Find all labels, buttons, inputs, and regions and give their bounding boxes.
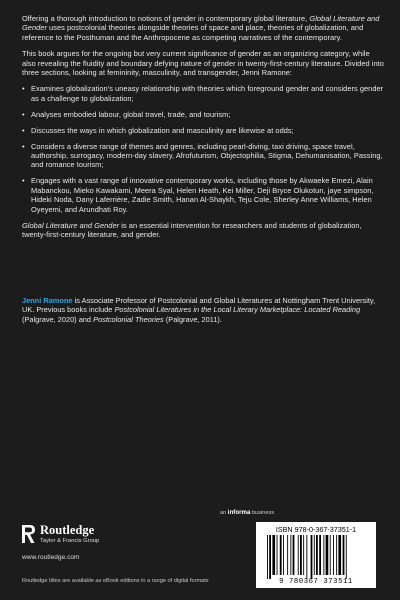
feature-item: • Examines globalization’s uneasy relationship with theories which foreground gender and considers gender as a challenge to globalization; [22,84,384,103]
publisher-brand: Routledge [40,523,95,537]
barcode-bar [290,535,291,575]
closing-text: is an essential intervention for researchers and students of globalization, twenty-first-century literature, and gender. [22,220,362,240]
publisher-website[interactable]: www.routledge.com [22,554,80,561]
barcode-bar [280,535,282,575]
barcode-bar [298,535,299,575]
ebook-note: Routledge titles are available as eBook editions in a range of digital formats [22,578,209,584]
author-bio-text: (Palgrave, 2011). [163,314,222,324]
feature-item: • Discusses the ways in which globalization and masculinity are likewise at odds; [22,126,384,135]
barcode-bar [311,535,313,579]
isbn-label: ISBN 978-0-367-37351-1 [275,525,357,534]
feature-item: • Considers a diverse range of themes and genres, including pearl-diving, taxi driving, space travel, authorship, surrogacy, modern-day slavery, Afrofuturism, Objectophilia, Stigma, Dehumanisation, Passing, and romance tourism; [22,142,384,170]
feature-item: • Engages with a vast range of innovative contemporary works, including those by Akwaeke Emezi, Alain Mabanckou, Mieko Kawakami, Meera Syal, Helen Heath, Kei Miller, Deji Bryce Olukotun, jaye simpson, Hideki Noda, Dany Laferrière, Zadie Smith, Hanan Al-Shaykh, Teju Cole, Sherley Anne Williams, Helen Oyeyemi, and Arundhati Roy. [22,176,384,214]
barcode-bar [306,535,307,579]
feature-item: • Analyses embodied labour, global travel, trade, and tourism; [22,110,384,119]
intro-book-title: Global Literature and Gender [22,14,380,33]
barcode-bar [336,535,337,575]
barcode-panel [256,522,376,588]
author-bio-text: (Palgrave, 2020) and [22,314,94,324]
barcode-digits: 9 780367 373511 [279,578,353,586]
imprint-suffix: business [250,510,275,516]
barcode-bar [346,535,347,579]
previous-book-title: Postcolonial Theories [93,314,164,324]
closing-book-title: Global Literature and Gender [22,220,120,230]
informa-imprint [220,509,274,516]
barcode-icon [265,535,369,579]
author-bio [22,296,384,324]
barcode-bar [287,535,288,575]
barcode-bar [277,535,278,575]
blurb [22,14,384,247]
publisher-group: Taylor & Francis Group [40,538,100,544]
previous-book-title: Postcolonial Literatures in the Local Literary Marketplace: Located Reading [114,305,361,315]
intro-paragraph [22,14,384,42]
barcode-bar [330,535,331,575]
barcode-bar [333,535,334,575]
routledge-logo [20,521,150,551]
barcode-bar [272,535,275,575]
barcode-bar [338,535,341,575]
barcode-bar [303,535,304,575]
closing-paragraph [22,221,384,240]
author-name: Jenni Ramone [22,296,73,305]
intro-text-continued: uses postcolonial theories alongside theories of space and place, theories of globalization, and reference to the Posthuman and the Anthropocene as competing narratives of the contemporary. [22,23,364,42]
author-bio-text: is Associate Professor of Postcolonial and Global Literatures at Nottingham Trent University, UK. Previous books include [22,296,376,315]
argument-paragraph: This book argues for the ongoing but very current significance of gender as an organizing category, while also revealing the fluidity and boundary defying nature of gender in twenty-first-century literature. Divided into three sections, looking at femininity, masculinity, and transgender, Jenni Ramone: [22,49,384,78]
feature-list [22,84,384,213]
routledge-mark-icon [20,524,36,544]
barcode-bar [316,535,318,575]
barcode-bar [300,535,302,575]
barcode-bar [314,535,315,575]
barcode-bar [283,535,284,575]
intro-text: Offering a thorough introduction to notions of gender in contemporary global literature, [22,14,310,23]
barcode-bar [267,535,268,579]
imprint-name: informa [227,509,251,516]
imprint-prefix: an [220,510,228,516]
barcode-bar [269,535,271,579]
barcode-bar [323,535,324,575]
barcode-bar [319,535,321,575]
barcode-bar [293,535,295,575]
barcode-bar [326,535,329,575]
barcode-bar [343,535,345,575]
